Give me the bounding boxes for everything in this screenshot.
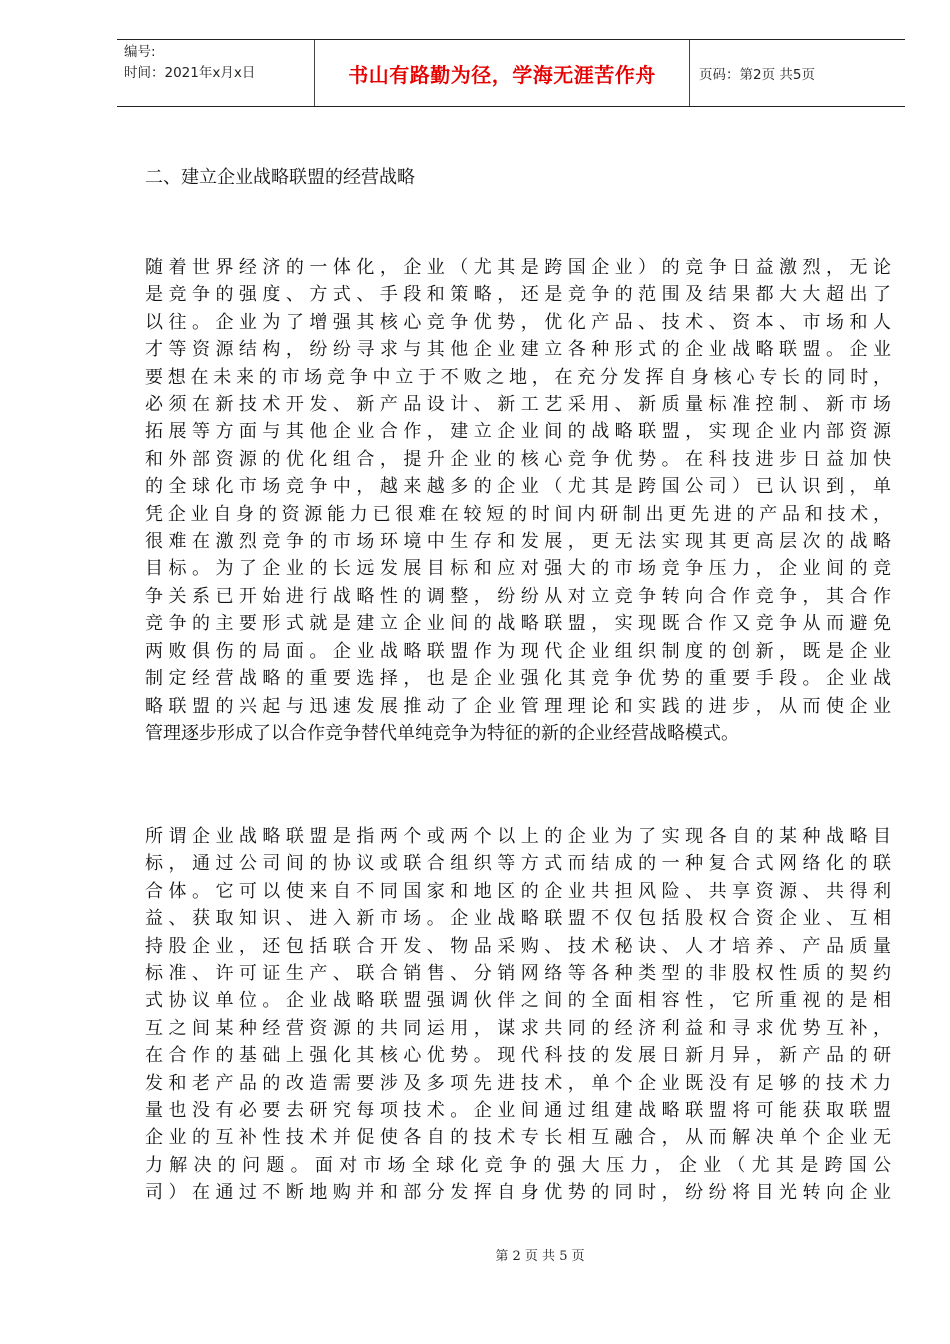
paragraph-line: 企业的互补性技术并促使各自的技术专长相互融合，从而解决单个企业无 xyxy=(145,1127,891,1149)
paragraph-line: 在合作的基础上强化其核心优势。现代科技的发展日新月异，新产品的研 xyxy=(145,1045,891,1067)
paragraph-line: 凭企业自身的资源能力已很难在较短的时间内研制出更先进的产品和技术， xyxy=(145,503,891,525)
paragraph-line: 很难在激烈竞争的市场环境中生存和发展，更无法实现其更高层次的战略 xyxy=(145,531,891,553)
paragraph-line: 益、获取知识、进入新市场。企业战略联盟不仅包括股权合资企业、互相 xyxy=(145,908,891,930)
paragraph-line: 标准、许可证生产、联合销售、分销网络等各种类型的非股权性质的契约 xyxy=(145,963,891,985)
paragraph-line: 拓展等方面与其他企业合作，建立企业间的战略联盟，实现企业内部资源 xyxy=(145,421,891,443)
paragraph-line: 力解决的问题。面对市场全球化竞争的强大压力，企业（尤其是跨国公 xyxy=(145,1154,891,1176)
paragraph-line: 略联盟的兴起与迅速发展推动了企业管理理论和实践的进步，从而使企业 xyxy=(145,695,891,717)
time-label: 时间：2021年x月x日 xyxy=(124,65,256,81)
paragraph-line: 司）在通过不断地购并和部分发挥自身优势的同时，纷纷将目光转向企业 xyxy=(145,1182,891,1204)
page-footer xyxy=(0,1245,950,1264)
paragraph-2 xyxy=(145,823,891,1207)
paragraph-line: 争关系已开始进行战略性的调整，纷纷从对立竞争转向合作竞争，其合作 xyxy=(145,585,891,607)
paragraph-line: 合体。它可以使来自不同国家和地区的企业共担风险、共享资源、共得利 xyxy=(145,880,891,902)
paragraph-line: 量也没有必要去研究每项技术。企业间通过组建战略联盟将可能获取联盟 xyxy=(145,1100,891,1122)
paragraph-line: 管理逐步形成了以合作竞争替代单纯竞争为特征的新的企业经营战略模式。 xyxy=(145,722,739,744)
header-page-info: 页码：第2页 共5页 xyxy=(699,67,815,83)
paragraph-line: 互之间某种经营资源的共同运用，谋求共同的经济利益和寻求优势互补， xyxy=(145,1017,891,1039)
paragraph-line: 是竞争的强度、方式、手段和策略，还是竞争的范围及结果都大大超出了 xyxy=(145,284,891,306)
number-label: 编号: xyxy=(124,44,156,60)
header-page-cell xyxy=(690,40,905,106)
paragraph-line: 目标。为了企业的长远发展目标和应对强大的市场竞争压力，企业间的竞 xyxy=(145,558,891,580)
paragraph-1 xyxy=(145,254,891,747)
paragraph-line: 持股企业，还包括联合开发、物品采购、技术秘诀、人才培养、产品质量 xyxy=(145,935,891,957)
paragraph-line: 随着世界经济的一体化，企业（尤其是跨国企业）的竞争日益激烈，无论 xyxy=(145,257,891,278)
paragraph-line: 发和老产品的改造需要涉及多项先进技术，单个企业既没有足够的技术力 xyxy=(145,1072,891,1094)
section-heading: 二、建立企业战略联盟的经营战略 xyxy=(145,167,415,188)
paragraph-line: 才等资源结构，纷纷寻求与其他企业建立各种形式的企业战略联盟。企业 xyxy=(145,339,891,361)
footer-page-number: 第 2 页 共 5 页 xyxy=(495,1249,585,1264)
header-motto: 书山有路勤为径，学海无涯苦作舟 xyxy=(348,62,656,87)
paragraph-line: 以往。企业为了增强其核心竞争优势，优化产品、技术、资本、市场和人 xyxy=(145,311,891,333)
paragraph-line: 必须在新技术开发、新产品设计、新工艺采用、新质量标准控制、新市场 xyxy=(145,394,891,416)
paragraph-line: 式协议单位。企业战略联盟强调伙伴之间的全面相容性，它所重视的是相 xyxy=(145,990,891,1012)
header-meta-cell xyxy=(117,40,315,106)
paragraph-line: 所谓企业战略联盟是指两个或两个以上的企业为了实现各自的某种战略目 xyxy=(145,826,891,847)
paragraph-line: 标，通过公司间的协议或联合组织等方式而结成的一种复合式网络化的联 xyxy=(145,853,891,875)
document-header xyxy=(117,39,905,107)
paragraph-line: 和外部资源的优化组合，提升企业的核心竞争优势。在科技进步日益加快 xyxy=(145,448,891,470)
paragraph-line: 制定经营战略的重要选择，也是企业强化其竞争优势的重要手段。企业战 xyxy=(145,668,891,690)
paragraph-line: 竞争的主要形式就是建立企业间的战略联盟，实现既合作又竞争从而避免 xyxy=(145,613,891,635)
header-motto-cell xyxy=(315,40,690,106)
paragraph-line: 两败俱伤的局面。企业战略联盟作为现代企业组织制度的创新，既是企业 xyxy=(145,640,891,662)
paragraph-line: 的全球化市场竞争中，越来越多的企业（尤其是跨国公司）已认识到，单 xyxy=(145,476,891,498)
paragraph-line: 要想在未来的市场竞争中立于不败之地，在充分发挥自身核心专长的同时， xyxy=(145,366,891,388)
